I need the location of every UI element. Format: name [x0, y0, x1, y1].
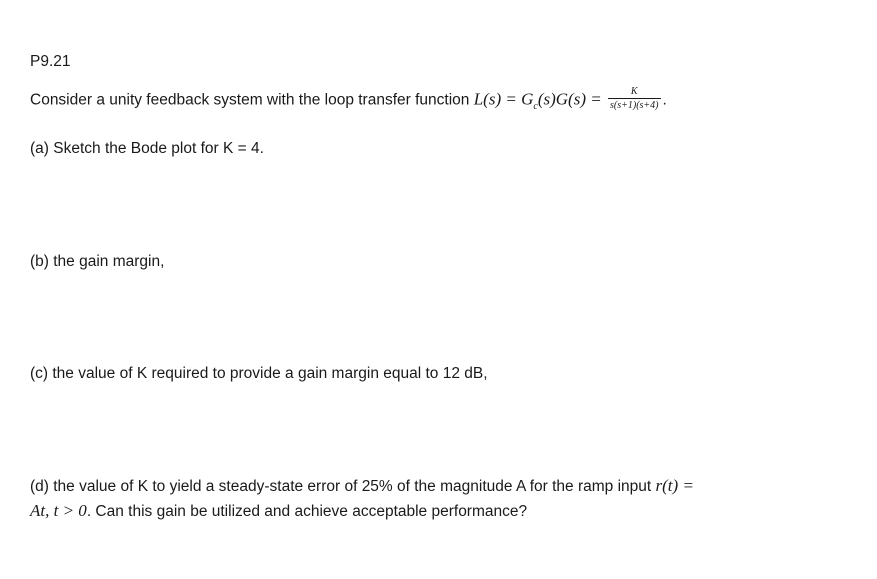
part-a: (a) Sketch the Bode plot for K = 4. [30, 140, 264, 157]
problem-number: P9.21 [30, 53, 71, 70]
ramp-input-rhs: At, t > 0 [30, 501, 87, 520]
transfer-fraction [608, 86, 661, 111]
ramp-input-lhs: r(t) = [655, 476, 694, 495]
problem-intro: Consider a unity feedback system with the loop transfer function [30, 91, 470, 109]
transfer-lhs: L(s) = G [473, 89, 534, 109]
part-d-text: (d) the value of K to yield a steady-state error of 25% of the magnitude A for the ramp input [30, 478, 652, 495]
fraction-numerator: K [608, 86, 661, 99]
part-d-line2 [30, 501, 527, 521]
transfer-subscript: c [533, 100, 538, 112]
part-d-line1 [30, 476, 694, 496]
transfer-rhs: (s)G(s) = [537, 89, 602, 109]
statement-period: . [662, 91, 667, 109]
part-b: (b) the gain margin, [30, 253, 165, 270]
problem-statement [30, 88, 667, 113]
part-d-question: . Can this gain be utilized and achieve acceptable performance? [86, 503, 528, 520]
fraction-denominator: s(s+1)(s+4) [610, 100, 659, 111]
part-c: (c) the value of K required to provide a gain margin equal to 12 dB, [30, 365, 488, 382]
